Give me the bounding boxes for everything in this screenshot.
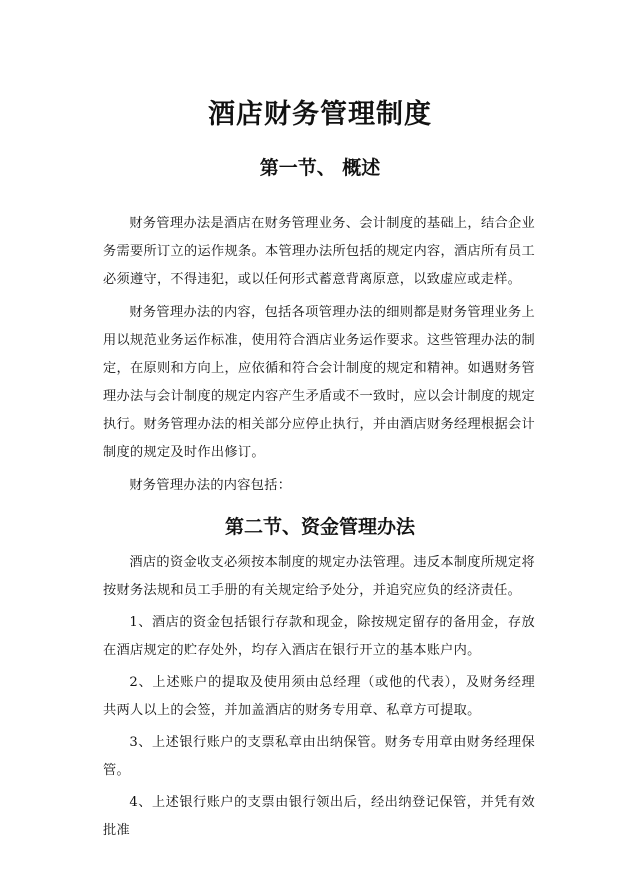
paragraph: 财务管理办法的内容，包括各项管理办法的细则都是财务管理业务上用以规范业务运作标准，使用符合酒店业务运作要求。这些管理办法的制定，在原则和方向上，应依循和符合会计制度的规定和精神。如遇财务管理办法与会计制度的规定内容产生矛盾或不一致时，应以会计制度的规定执行。财务管理办法的相关部分应停止执行，并由酒店财务经理根据会计制度的规定及时作出修订。: [103, 305, 535, 460]
section-heading-overview: 第一节、 概述: [259, 157, 381, 179]
paragraph: 4、上述银行账户的支票由银行领出后，经出纳登记保管，并凭有效批准: [103, 795, 535, 838]
document-title: 酒店财务管理制度: [208, 99, 432, 130]
paragraph: 1、酒店的资金包括银行存款和现金，除按规定留存的备用金，存放在酒店规定的贮存处外，均存入酒店在银行开立的基本账户内。: [103, 615, 535, 658]
paragraph: 2、上述账户的提取及使用须由总经理（或他的代表），及财务经理共两人以上的会签，并加盖酒店的财务专用章、私章方可提取。: [103, 675, 535, 718]
section-body-overview: [103, 210, 535, 500]
paragraph: 3、上述银行账户的支票私章由出纳保管。财务专用章由财务经理保管。: [103, 735, 535, 778]
paragraph: 财务管理办法是酒店在财务管理业务、会计制度的基础上，结合企业务需要所订立的运作规条。本管理办法所包括的规定内容，酒店所有员工必须遵守，不得违犯，或以任何形式蓄意背离原意，以致虚应或走样。: [103, 216, 535, 287]
paragraph: 酒店的资金收支必须按本制度的规定办法管理。违反本制度所规定将按财务法规和员工手册的有关规定给予处分，并追究应负的经济责任。: [103, 555, 535, 598]
section-heading-fund-management: 第二节、资金管理办法: [224, 516, 415, 538]
section-body-fund-management: [103, 549, 535, 845]
paragraph: 财务管理办法的内容包括：: [129, 478, 292, 493]
